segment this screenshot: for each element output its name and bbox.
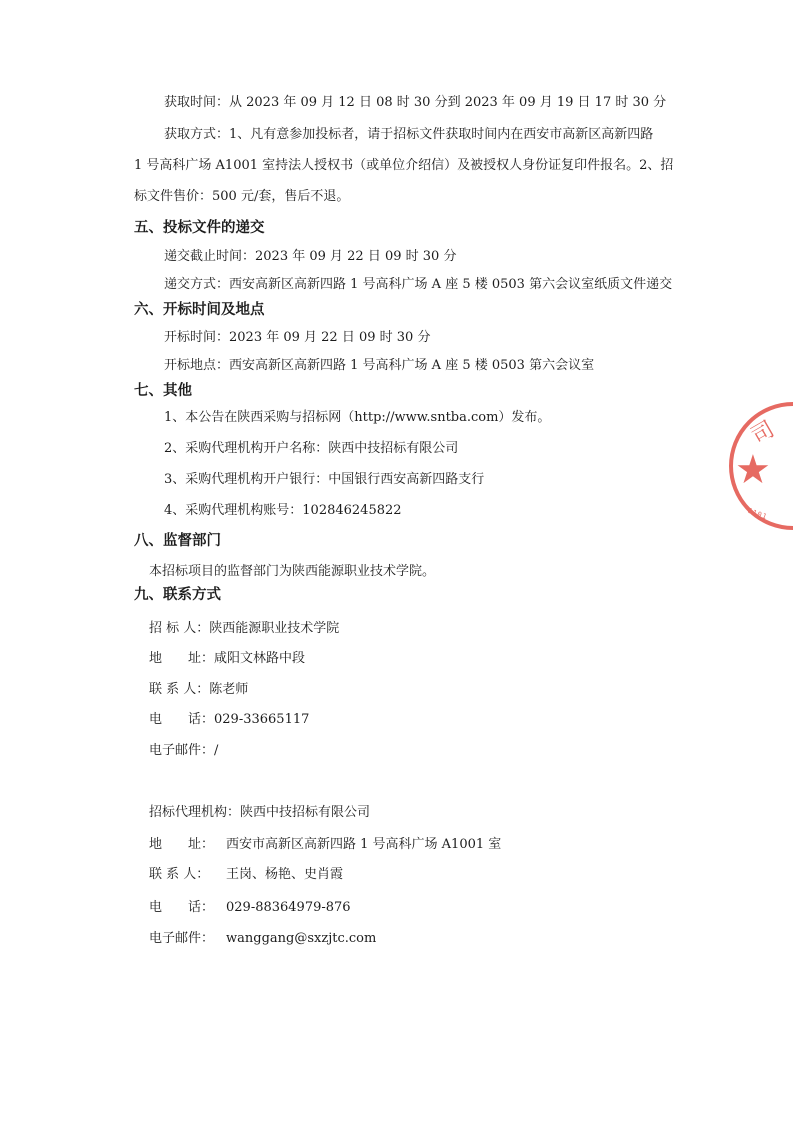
seal-number: 6101 [746, 506, 769, 522]
agency-email-row [149, 930, 376, 948]
opening-time: 开标时间：2023 年 09 月 22 日 09 时 30 分 [164, 330, 431, 345]
row-label: 地 址： [149, 651, 215, 666]
row-label: 联 系 人： [149, 682, 210, 697]
tenderer-name-row [149, 620, 339, 638]
submission-method: 递交方式：西安高新区高新四路 1 号高科广场 A 座 5 楼 0503 第六会议室纸质文件递交 [164, 277, 673, 292]
seal-star-icon: ★ [735, 447, 771, 493]
row-value: 029-88364979-876 [226, 900, 351, 915]
row-value: 陕西中技招标有限公司 [240, 805, 371, 820]
row-label: 招 标 人： [149, 621, 210, 636]
row-label: 电子邮件： [149, 931, 215, 946]
row-value: / [214, 743, 219, 758]
submission-deadline: 递交截止时间：2023 年 09 月 22 日 09 时 30 分 [164, 249, 457, 264]
row-value: 029-33665117 [214, 712, 310, 727]
row-label: 电 话： [149, 712, 215, 727]
row-label: 电 话： [149, 900, 215, 915]
row-value: 陕西能源职业技术学院 [209, 621, 340, 636]
row-label: 联 系 人： [149, 867, 210, 882]
agency-contact-row [149, 866, 343, 884]
other-item: 1、本公告在陕西采购与招标网（http://www.sntba.com）发布。 [164, 410, 551, 425]
row-label: 地 址： [149, 837, 215, 852]
section-5-title: 五、投标文件的递交 [134, 220, 265, 236]
row-value: 西安市高新区高新四路 1 号高科广场 A1001 室 [226, 837, 502, 852]
row-value: 咸阳文林路中段 [214, 651, 306, 666]
acquisition-method-line-2: 1 号高科广场 A1001 室持法人授权书（或单位介绍信）及被授权人身份证复印件报名。2、招 [134, 158, 674, 173]
row-value: 陈老师 [209, 682, 249, 697]
supervision-text: 本招标项目的监督部门为陕西能源职业技术学院。 [149, 564, 436, 579]
tenderer-contact-row [149, 681, 248, 699]
section-6-title: 六、开标时间及地点 [134, 302, 265, 318]
row-value: wanggang@sxzjtc.com [226, 931, 377, 946]
other-item: 3、采购代理机构开户银行：中国银行西安高新四路支行 [164, 472, 485, 487]
agency-name-row [149, 804, 370, 822]
other-item: 2、采购代理机构开户名称：陕西中技招标有限公司 [164, 441, 459, 456]
row-label: 招标代理机构： [149, 805, 241, 820]
section-8-title: 八、监督部门 [134, 533, 221, 549]
tenderer-phone-row [149, 711, 309, 729]
section-9-title: 九、联系方式 [134, 587, 221, 603]
other-item: 4、采购代理机构账号：102846245822 [164, 503, 402, 518]
company-seal [729, 402, 793, 530]
tenderer-address-row [149, 650, 305, 668]
tenderer-email-row [149, 742, 218, 760]
acquisition-time: 获取时间：从 2023 年 09 月 12 日 08 时 30 分到 2023 年 09 月 19 日 17 时 30 分 [164, 95, 667, 110]
section-7-title: 七、其他 [134, 383, 192, 399]
row-value: 王岗、杨艳、史肖霞 [226, 867, 344, 882]
seal-character: 司 [747, 416, 779, 450]
row-label: 电子邮件： [149, 743, 215, 758]
acquisition-method-line-3: 标文件售价：500 元/套，售后不退。 [134, 189, 350, 204]
opening-place: 开标地点：西安高新区高新四路 1 号高科广场 A 座 5 楼 0503 第六会议室 [164, 358, 595, 373]
acquisition-method-line-1: 获取方式：1、凡有意参加投标者，请于招标文件获取时间内在西安市高新区高新四路 [164, 127, 654, 142]
agency-address-row [149, 836, 501, 854]
agency-phone-row [149, 899, 351, 917]
